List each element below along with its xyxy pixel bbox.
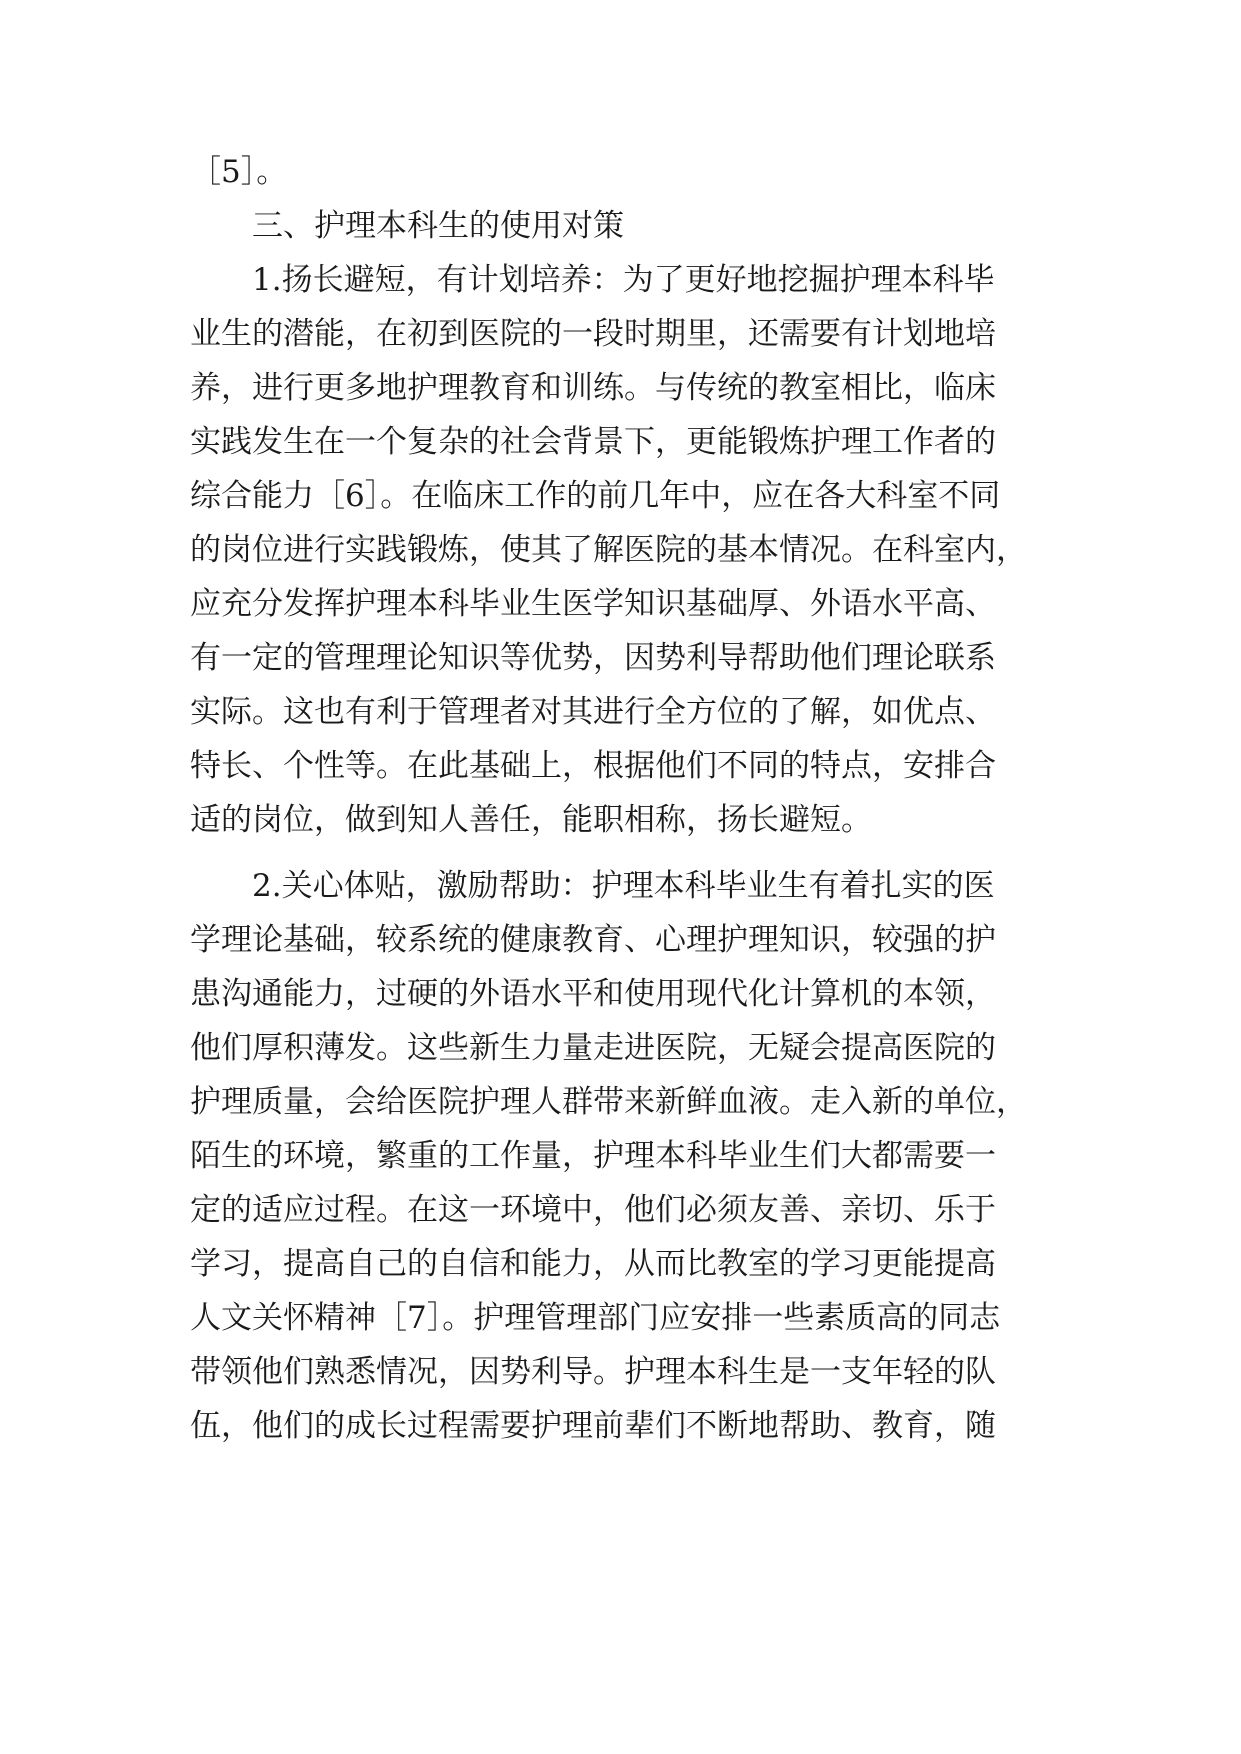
text-line: 适的岗位，做到知人善任，能职相称，扬长避短。 (190, 802, 872, 838)
text-line: 应充分发挥护理本科毕业生医学知识基础厚、外语水平高、 (190, 586, 996, 622)
text-line: 伍，他们的成长过程需要护理前辈们不断地帮助、教育，随 (190, 1408, 996, 1444)
text-line: 2.关心体贴，激励帮助：护理本科毕业生有着扎实的医 (252, 868, 995, 904)
text-line: 学习，提高自己的自信和能力，从而比教室的学习更能提高 (190, 1246, 996, 1282)
section-heading: 三、护理本科生的使用对策 (252, 208, 624, 244)
text-line: 有一定的管理理论知识等优势，因势利导帮助他们理论联系 (190, 640, 996, 676)
text-line: 护理质量，会给医院护理人群带来新鲜血液。走入新的单位， (190, 1084, 1027, 1120)
text-line: 患沟通能力，过硬的外语水平和使用现代化计算机的本领， (190, 976, 996, 1012)
text-line: 的岗位进行实践锻炼，使其了解医院的基本情况。在科室内， (190, 532, 1027, 568)
text-line: 他们厚积薄发。这些新生力量走进医院，无疑会提高医院的 (190, 1030, 996, 1066)
text-line: 综合能力［6］。在临床工作的前几年中，应在各大科室不同 (190, 478, 1001, 514)
text-line: 实际。这也有利于管理者对其进行全方位的了解，如优点、 (190, 694, 996, 730)
text-line: 养，进行更多地护理教育和训练。与传统的教室相比，临床 (190, 370, 996, 406)
text-line: 定的适应过程。在这一环境中，他们必须友善、亲切、乐于 (190, 1192, 996, 1228)
text-line: 学理论基础，较系统的健康教育、心理护理知识，较强的护 (190, 922, 996, 958)
text-line: ［5］。 (190, 154, 288, 190)
text-line: 1.扬长避短，有计划培养：为了更好地挖掘护理本科毕 (252, 262, 995, 298)
text-line: 带领他们熟悉情况，因势利导。护理本科生是一支年轻的队 (190, 1354, 996, 1390)
text-line: 业生的潜能，在初到医院的一段时期里，还需要有计划地培 (190, 316, 996, 352)
text-line: 实践发生在一个复杂的社会背景下，更能锻炼护理工作者的 (190, 424, 996, 460)
text-line: 陌生的环境，繁重的工作量，护理本科毕业生们大都需要一 (190, 1138, 996, 1174)
text-line: 人文关怀精神［7］。护理管理部门应安排一些素质高的同志 (190, 1300, 1001, 1336)
text-line: 特长、个性等。在此基础上，根据他们不同的特点，安排合 (190, 748, 996, 784)
